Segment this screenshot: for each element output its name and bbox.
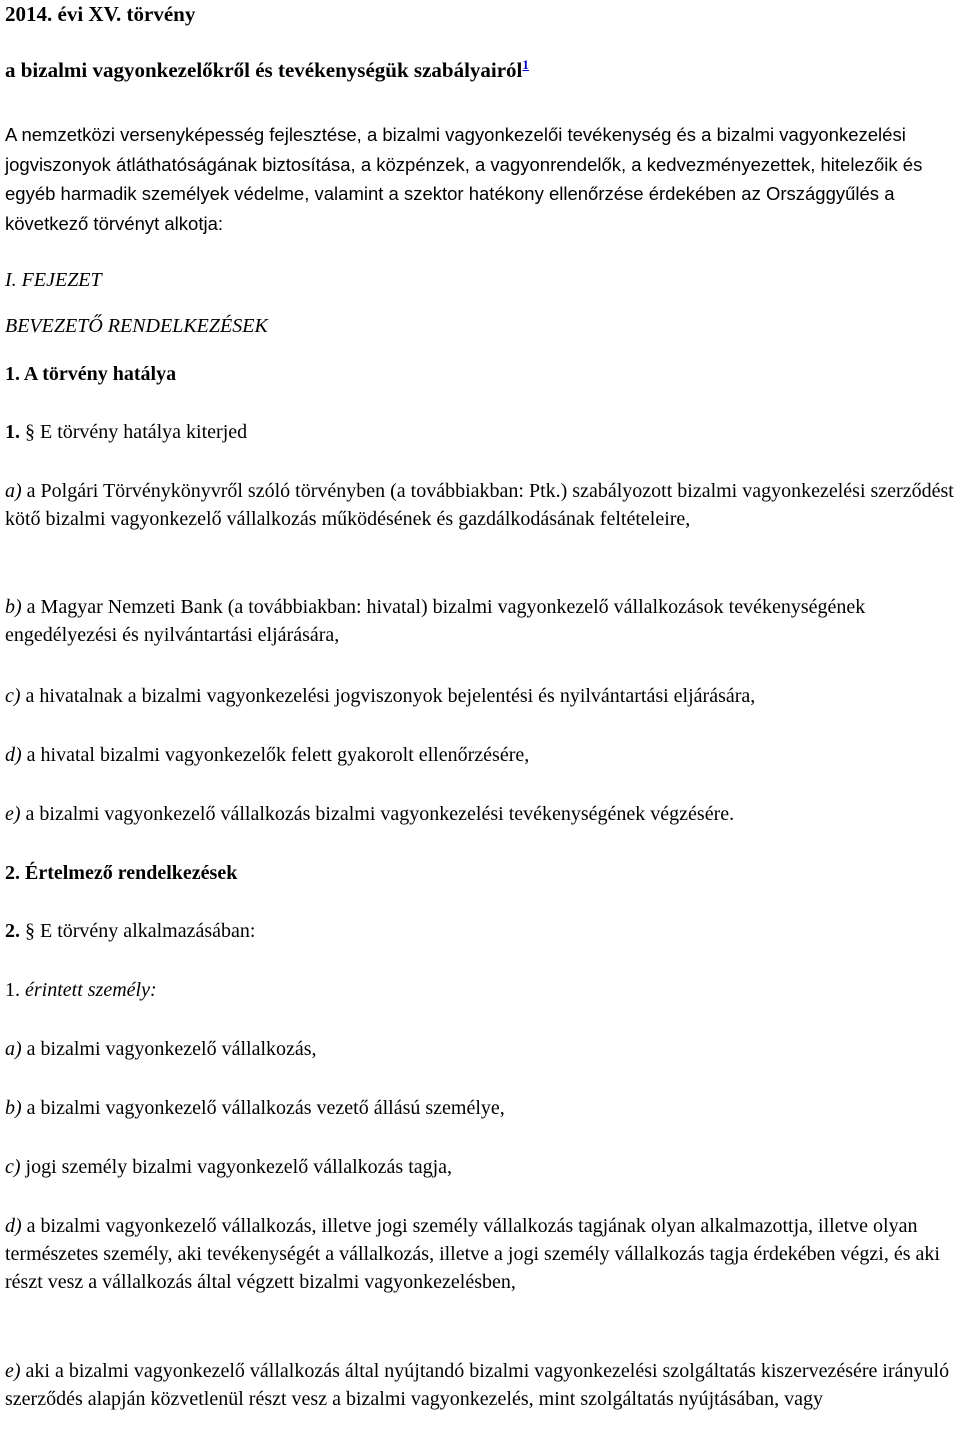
definition-item <box>5 976 957 1004</box>
paragraph-text: E törvény hatálya kiterjed <box>40 421 248 443</box>
section-heading: 1. A törvény hatálya <box>5 363 177 385</box>
point-item <box>5 1357 957 1413</box>
point-text: a Magyar Nemzeti Bank (a továbbiakban: hivatal) bizalmi vagyonkezelő vállalkozások tevékenységének engedélyezési és nyilvántartási eljárására, <box>5 596 866 646</box>
point-text: a bizalmi vagyonkezelő vállalkozás vezető állású személye, <box>26 1097 505 1119</box>
point-text: a Polgári Törvénykönyvről szóló törvényben (a továbbiakban: Ptk.) szabályozott bizalmi vagyonkezelési szerződést kötő bizalmi vagyonkezelő vállalkozás működésének és gazdálkodásának feltételeire, <box>5 480 954 530</box>
point-item <box>5 741 957 769</box>
point-letter: d) <box>5 1215 22 1237</box>
paragraph-2 <box>5 917 957 945</box>
law-subject-line <box>5 56 957 84</box>
preamble: A nemzetközi versenyképesség fejlesztése, a bizalmi vagyonkezelői tevékenység és a bizalmi vagyonkezelési jogviszonyok átláthatóságának biztosítása, a közpénzek, a vagyonrendelők, a kedvezményezettek, hitelezőik és egyéb harmadik személyek védelme, valamint a szektor hatékony ellenőrzése érdekében az Országgyűlés a következő törvényt alkotja: <box>5 124 923 234</box>
law-number: 2014. évi XV. törvény <box>5 2 196 26</box>
definition-number: 1. <box>5 979 20 1001</box>
point-letter: b) <box>5 1097 22 1119</box>
point-text: a bizalmi vagyonkezelő vállalkozás bizalmi vagyonkezelési tevékenységének végzésére. <box>25 803 735 825</box>
point-text: aki a bizalmi vagyonkezelő vállalkozás által nyújtandó bizalmi vagyonkezelési szolgáltatás kiszervezésére irányuló szerződés alapján közvetlenül részt vesz a bizalmi vagyonkezelés, mint szolgáltatás nyújtásában, vagy <box>5 1360 950 1410</box>
point-letter: e) <box>5 1360 21 1382</box>
chapter-number: I. FEJEZET <box>5 269 102 291</box>
point-text: a bizalmi vagyonkezelő vállalkozás, illetve jogi személy vállalkozás tagjának olyan alkalmazottja, illetve olyan természetes személy, aki tevékenységét a vállalkozás, illetve a jogi személy vállalkozás tagja érdekében végzi, és aki részt vesz a vállalkozás által végzett bizalmi vagyonkezelésben, <box>5 1215 940 1293</box>
paragraph-symbol: § <box>25 421 35 443</box>
point-text: a hivatalnak a bizalmi vagyonkezelési jogviszonyok bejelentési és nyilvántartási eljárására, <box>25 685 756 707</box>
point-item <box>5 800 957 828</box>
point-letter: c) <box>5 1156 21 1178</box>
point-letter: b) <box>5 596 22 618</box>
paragraph-number: 1. <box>5 421 20 443</box>
point-item <box>5 1035 957 1063</box>
point-letter: d) <box>5 744 22 766</box>
section-heading: 2. Értelmező rendelkezések <box>5 862 238 884</box>
point-letter: a) <box>5 1038 22 1060</box>
point-letter: c) <box>5 685 21 707</box>
point-text: a hivatal bizalmi vagyonkezelők felett gyakorolt ellenőrzésére, <box>26 744 530 766</box>
point-item <box>5 477 957 533</box>
point-item <box>5 593 957 649</box>
point-item <box>5 682 957 710</box>
footnote-link[interactable]: 1 <box>522 57 529 72</box>
point-text: a bizalmi vagyonkezelő vállalkozás, <box>26 1038 317 1060</box>
paragraph-symbol: § <box>25 920 35 942</box>
paragraph-1 <box>5 418 957 446</box>
chapter-title: BEVEZETŐ RENDELKEZÉSEK <box>5 315 268 337</box>
paragraph-text: E törvény alkalmazásában: <box>40 920 256 942</box>
point-letter: e) <box>5 803 21 825</box>
point-letter: a) <box>5 480 22 502</box>
point-item <box>5 1153 957 1181</box>
definition-term: érintett személy: <box>25 979 157 1001</box>
law-subject: a bizalmi vagyonkezelőkről és tevékenységük szabályairól <box>5 58 523 82</box>
paragraph-number: 2. <box>5 920 20 942</box>
point-text: jogi személy bizalmi vagyonkezelő vállalkozás tagja, <box>25 1156 453 1178</box>
point-item <box>5 1212 957 1296</box>
point-item <box>5 1094 957 1122</box>
